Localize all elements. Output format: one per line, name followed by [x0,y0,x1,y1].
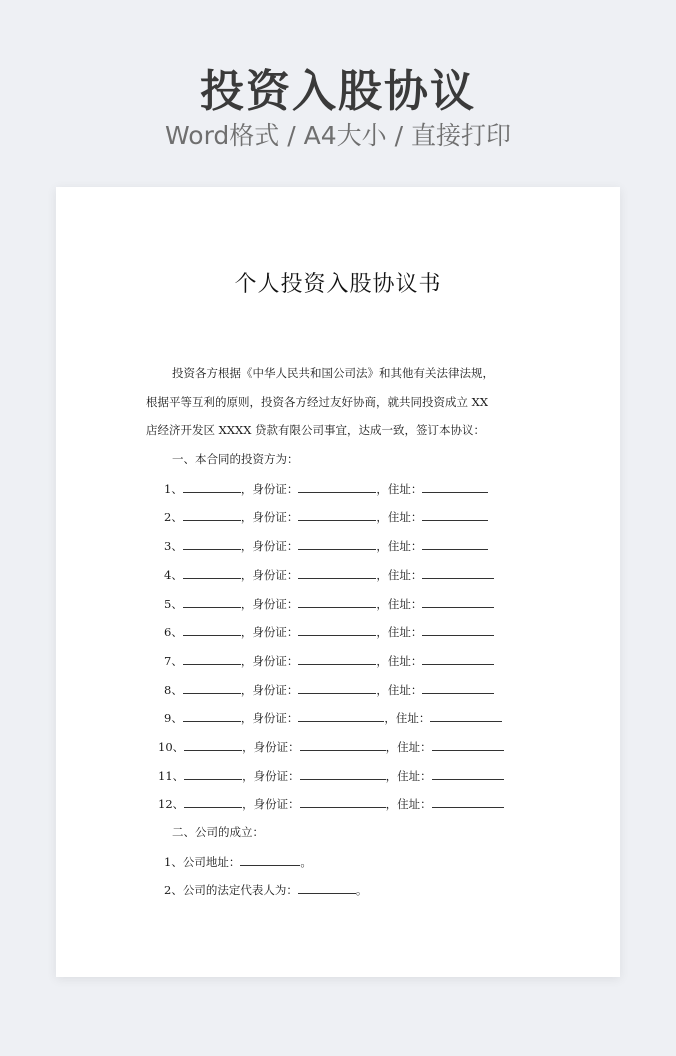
investor-number: 7、 [164,653,183,668]
investor-name-blank[interactable] [184,767,242,780]
section-heading: 一、本合同的投资方为： [172,452,299,467]
investor-row [146,681,546,710]
investor-name-blank[interactable] [183,480,241,493]
address-label: ，住址： [384,711,431,726]
id-label: ，身份证： [240,625,299,640]
investor-number: 1、 [164,481,183,496]
id-number-blank[interactable] [298,623,376,636]
address-blank[interactable] [422,480,488,493]
id-number-blank[interactable] [298,681,376,694]
investor-name-blank[interactable] [183,623,241,636]
id-number-blank[interactable] [298,508,376,521]
investor-row [146,480,546,509]
address-blank[interactable] [430,709,502,722]
address-blank[interactable] [422,623,494,636]
banner-subtitle: Word格式 / A4大小 / 直接打印 [165,121,511,150]
investor-number: 11、 [158,768,185,783]
address-blank[interactable] [422,566,494,579]
investor-row [146,537,546,566]
intro-line: 根据平等互利的原则，投资各方经过友好协商，就共同投资成立 XX [146,394,489,409]
id-number-blank[interactable] [298,566,376,579]
address-label: ，住址： [376,567,423,582]
investor-row [146,738,546,767]
intro-line: 投资各方根据《中华人民共和国公司法》和其他有关法律法规， [172,366,494,380]
address-blank[interactable] [422,537,488,550]
document-title: 个人投资入股协议书 [234,272,442,297]
id-label: ，身份证： [240,653,299,668]
line-end: 。 [355,883,368,898]
address-label: ，住址： [376,682,423,697]
id-number-blank[interactable] [300,767,386,780]
company-address-label: 1、公司地址： [164,854,241,869]
investor-row [146,508,546,537]
id-label: ，身份证： [240,682,299,697]
id-label: ，身份证： [240,510,299,525]
id-label: ，身份证： [240,596,299,611]
investor-number: 9、 [164,711,183,726]
address-label: ，住址： [376,596,423,611]
investor-name-blank[interactable] [183,566,241,579]
id-number-blank[interactable] [298,709,384,722]
intro-line: 店经济开发区 XXXX 贷款有限公司事宜，达成一致，签订本协议： [146,423,486,438]
investor-number: 12、 [158,797,185,812]
id-number-blank[interactable] [298,652,376,665]
investor-row [146,795,546,824]
id-number-blank[interactable] [300,738,386,751]
document-body [146,365,546,910]
address-blank[interactable] [422,595,494,608]
address-label: ，住址： [385,768,432,783]
legal-representative-label: 2、公司的法定代表人为： [164,883,298,898]
id-number-blank[interactable] [298,537,376,550]
investor-number: 8、 [164,682,183,697]
investor-name-blank[interactable] [184,795,242,808]
address-label: ，住址： [376,510,423,525]
investor-row [146,595,546,624]
company-address-line [146,853,546,882]
id-label: ，身份证： [240,481,299,496]
investor-number: 4、 [164,567,183,582]
document-page [56,187,620,977]
investor-row [146,767,546,796]
address-blank[interactable] [432,795,504,808]
address-label: ，住址： [376,653,423,668]
investor-list [146,480,546,824]
investor-number: 10、 [158,739,185,754]
address-label: ，住址： [376,481,423,496]
investor-row [146,566,546,595]
address-blank[interactable] [432,738,504,751]
id-label: ，身份证： [242,797,300,812]
investor-name-blank[interactable] [183,681,241,694]
investor-number: 3、 [164,539,183,554]
id-label: ，身份证： [242,768,300,783]
investor-row [146,652,546,681]
company-address-blank[interactable] [240,853,300,866]
id-label: ，身份证： [242,739,300,754]
section-heading: 二、公司的成立： [172,825,264,839]
id-number-blank[interactable] [298,595,376,608]
investor-name-blank[interactable] [183,652,241,665]
investor-number: 2、 [164,510,183,525]
investor-row [146,623,546,652]
address-blank[interactable] [422,681,494,694]
id-label: ，身份证： [240,567,299,582]
id-label: ，身份证： [240,539,299,554]
address-label: ，住址： [385,739,432,754]
investor-row [146,709,546,738]
investor-name-blank[interactable] [184,738,242,751]
id-number-blank[interactable] [298,480,376,493]
investor-name-blank[interactable] [183,508,241,521]
investor-name-blank[interactable] [183,709,241,722]
id-number-blank[interactable] [300,795,386,808]
address-blank[interactable] [422,652,494,665]
investor-name-blank[interactable] [183,595,241,608]
investor-number: 6、 [164,625,183,640]
address-label: ，住址： [376,625,423,640]
address-label: ，住址： [376,539,423,554]
line-end: 。 [300,854,312,869]
investor-number: 5、 [164,596,183,611]
legal-representative-line [146,881,546,910]
address-label: ，住址： [385,797,432,812]
banner-title: 投资入股协议 [200,66,476,117]
id-label: ，身份证： [240,711,299,726]
legal-representative-blank[interactable] [298,881,356,894]
address-blank[interactable] [432,767,504,780]
address-blank[interactable] [422,508,488,521]
investor-name-blank[interactable] [183,537,241,550]
